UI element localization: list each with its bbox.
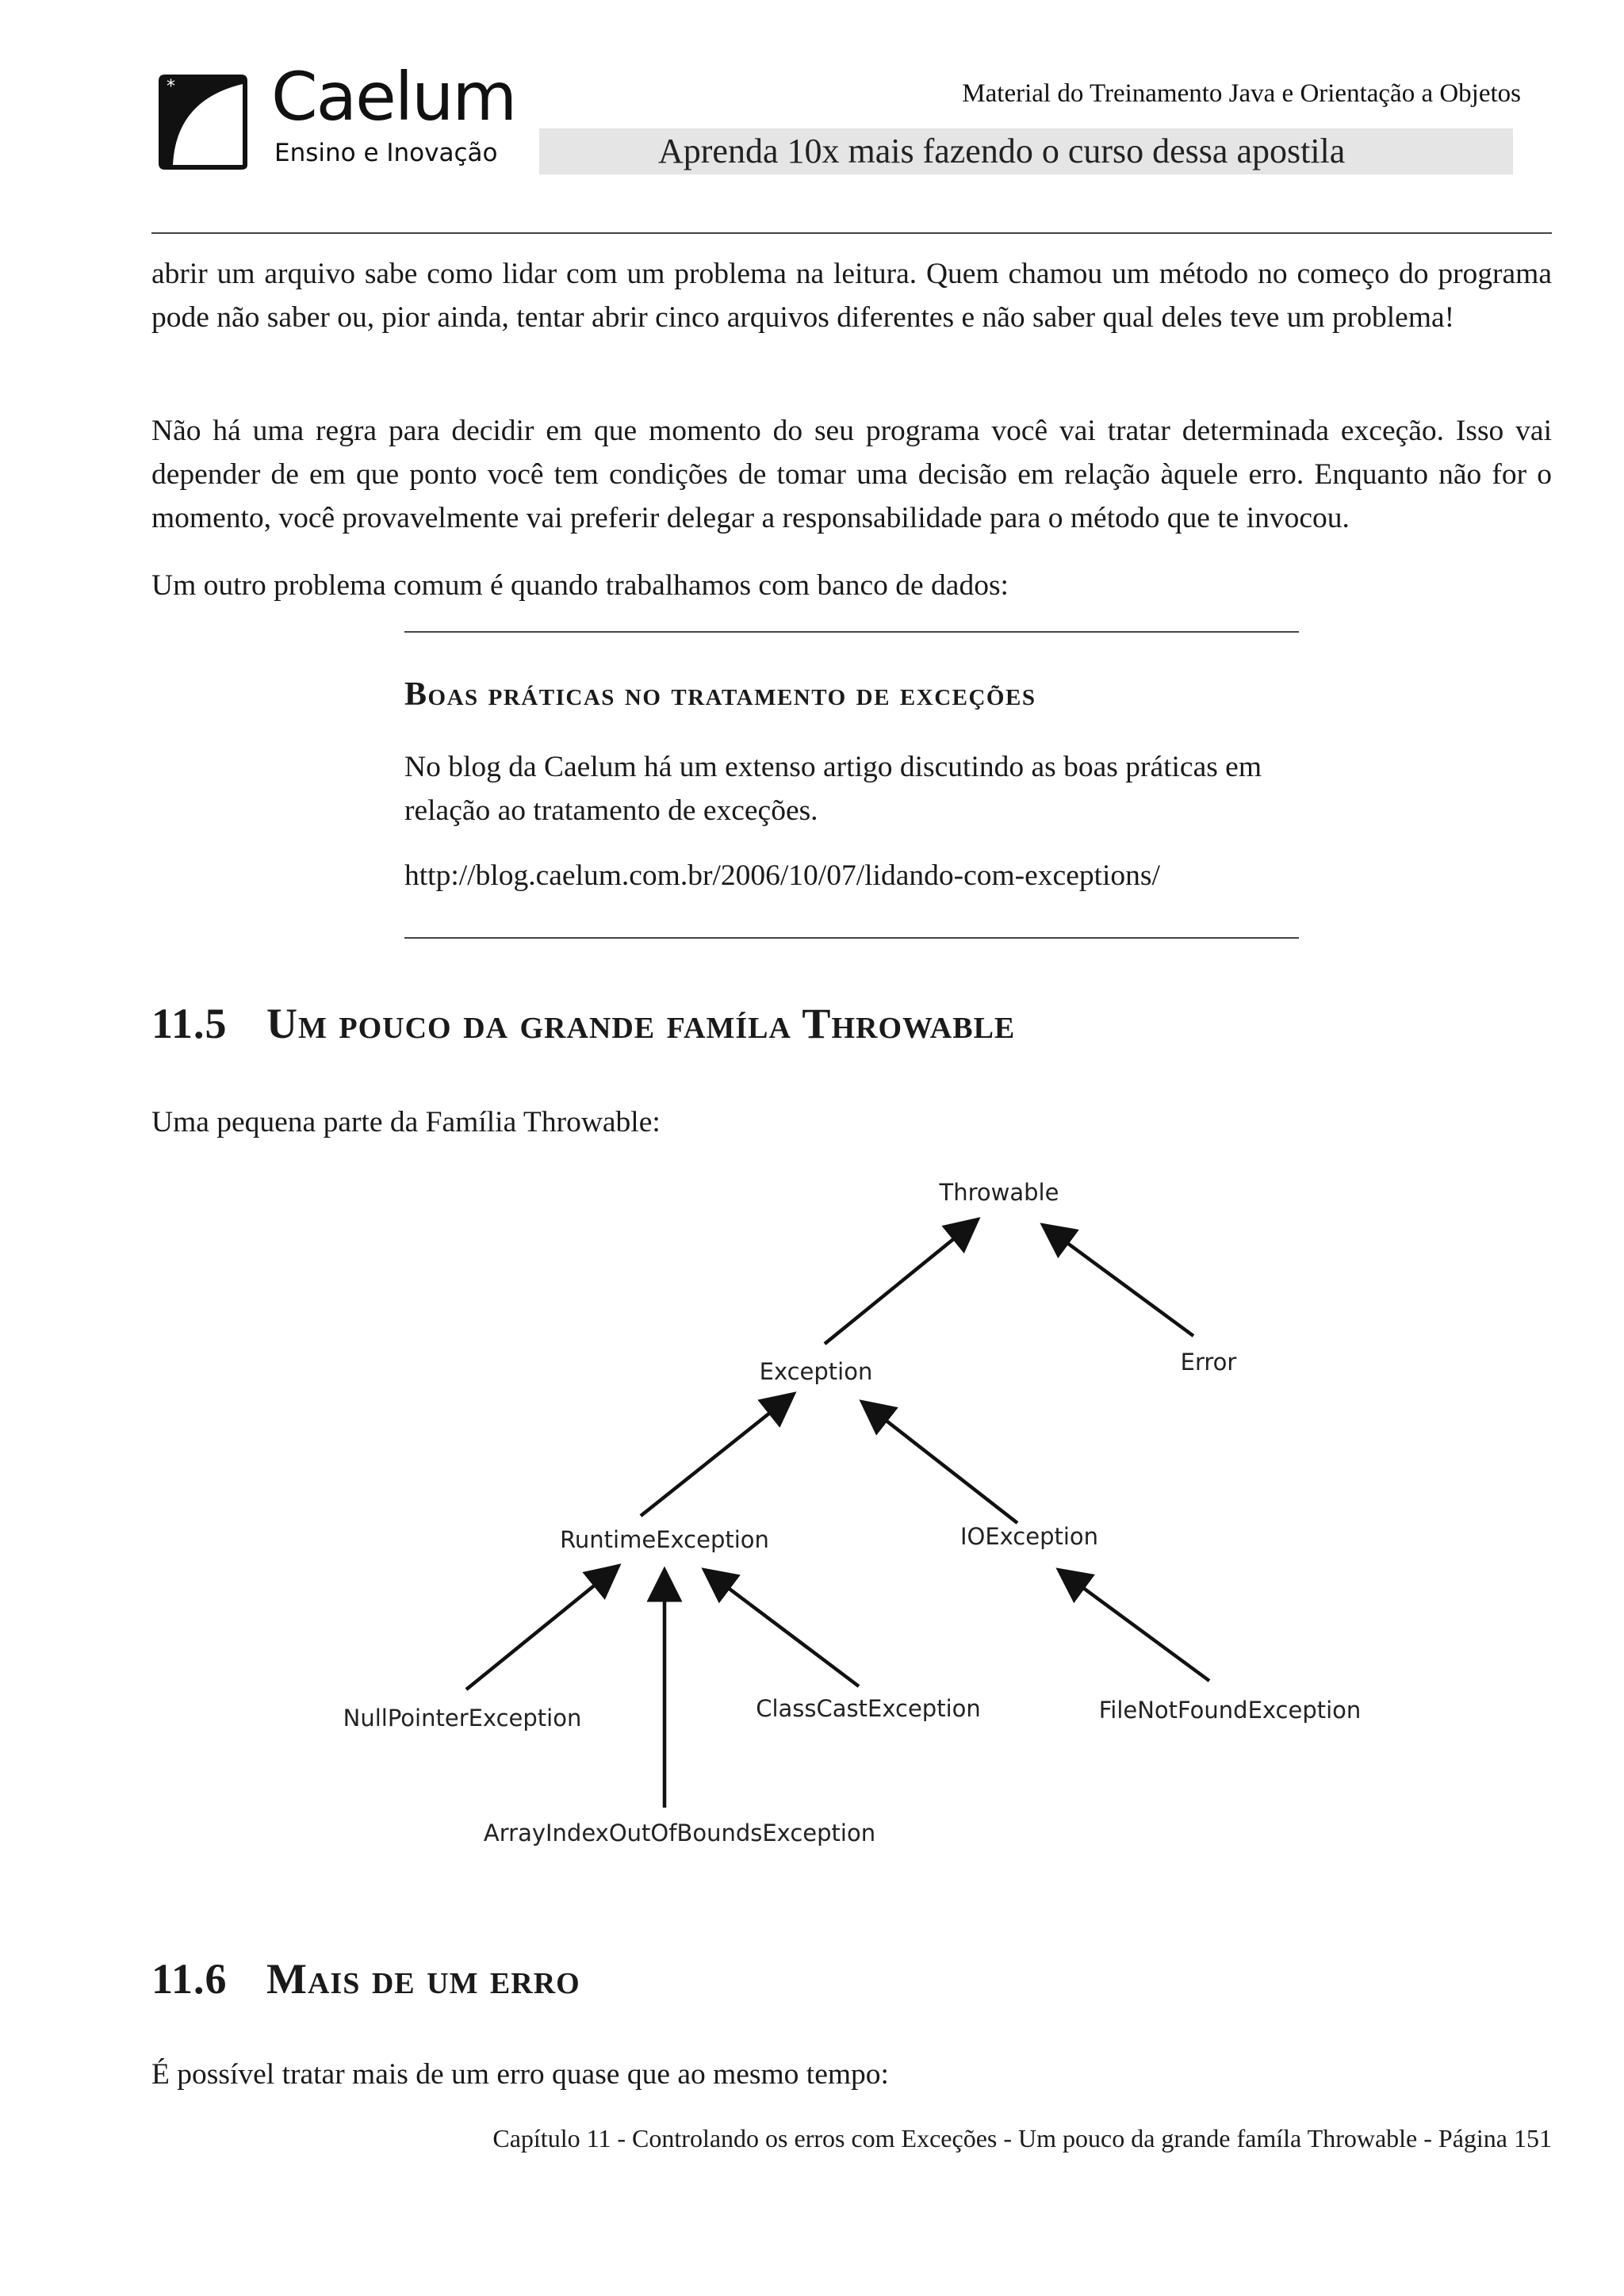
promo-band-text: Aprenda 10x mais fazendo o curso dessa apostila bbox=[658, 132, 1346, 170]
section-title: Mais de um erro bbox=[266, 1955, 580, 2003]
section-heading-11-5 bbox=[151, 999, 1015, 1048]
svg-text:*: * bbox=[167, 77, 175, 97]
box-bottom-rule bbox=[404, 937, 1299, 939]
section-title: Um pouco da grande famíla Throwable bbox=[266, 1000, 1016, 1047]
section-number: 11.5 bbox=[151, 1000, 228, 1047]
paragraph-1: abrir um arquivo sabe como lidar com um problema na leitura. Quem chamou um método no começo do programa pode não saber ou, pior ainda, tentar abrir cinco arquivos diferentes e não saber qual deles teve um problema! bbox=[151, 258, 1552, 334]
node-throwable: Throwable bbox=[939, 1179, 1059, 1206]
logo-wordmark: Caelum bbox=[271, 58, 516, 136]
caelum-logo-mark-icon bbox=[155, 68, 251, 173]
logo-tagline: Ensino e Inovação bbox=[274, 139, 498, 167]
box-title: Boas práticas no tratamento de exceções bbox=[404, 676, 1036, 713]
box-top-rule bbox=[404, 631, 1299, 633]
edge-npe-runtime bbox=[466, 1566, 619, 1689]
paragraph-2: Não há uma regra para decidir em que momento do seu programa você vai tratar determinada exceção. Isso vai depender de em que ponto você tem condições de tomar uma decisão em relação àquele erro. Enquanto não for o momento, você provavelmente vai preferir delegar a responsabilidade para o método que te invocou. bbox=[151, 415, 1552, 534]
caelum-logo bbox=[155, 58, 516, 179]
section-heading-11-6 bbox=[151, 1954, 580, 2003]
section-number: 11.6 bbox=[151, 1955, 228, 2003]
material-title: Material do Treinamento Java e Orientação a Objetos bbox=[962, 79, 1521, 108]
node-null-pointer-exception: NullPointerException bbox=[343, 1705, 582, 1732]
edge-error-throwable bbox=[1043, 1225, 1193, 1336]
edge-ioexception-exception bbox=[862, 1402, 1017, 1523]
box-text: No blog da Caelum há um extenso artigo discutindo as boas práticas em relação ao tratamento de exceções. bbox=[404, 751, 1262, 827]
box-url: http://blog.caelum.com.br/2006/10/07/lidando-com-exceptions/ bbox=[404, 859, 1160, 892]
edge-runtime-exception bbox=[641, 1394, 794, 1516]
section-11-6-intro: É possível tratar mais de um erro quase que ao mesmo tempo: bbox=[151, 2058, 889, 2091]
edge-fnfe-ioexception bbox=[1059, 1570, 1209, 1681]
node-runtime-exception: RuntimeException bbox=[560, 1526, 769, 1553]
node-class-cast-exception: ClassCastException bbox=[756, 1695, 981, 1722]
edge-cce-runtime bbox=[704, 1570, 859, 1686]
header-divider bbox=[151, 232, 1552, 234]
page-footer: Capítulo 11 - Controlando os erros com Exceções - Um pouco da grande famíla Throwable - Página 151 bbox=[492, 2124, 1552, 2152]
edge-exception-throwable bbox=[825, 1219, 978, 1344]
node-file-not-found-exception: FileNotFoundException bbox=[1098, 1697, 1362, 1724]
node-exception: Exception bbox=[759, 1358, 873, 1385]
paragraph-3: Um outro problema comum é quando trabalhamos com banco de dados: bbox=[151, 569, 1009, 602]
node-ioexception: IOException bbox=[959, 1523, 1099, 1550]
node-error: Error bbox=[1180, 1349, 1237, 1376]
section-11-5-intro: Uma pequena parte da Família Throwable: bbox=[151, 1106, 661, 1138]
promo-band bbox=[539, 128, 1513, 174]
node-array-index-out-of-bounds-exception: ArrayIndexOutOfBoundsException bbox=[483, 1820, 876, 1846]
